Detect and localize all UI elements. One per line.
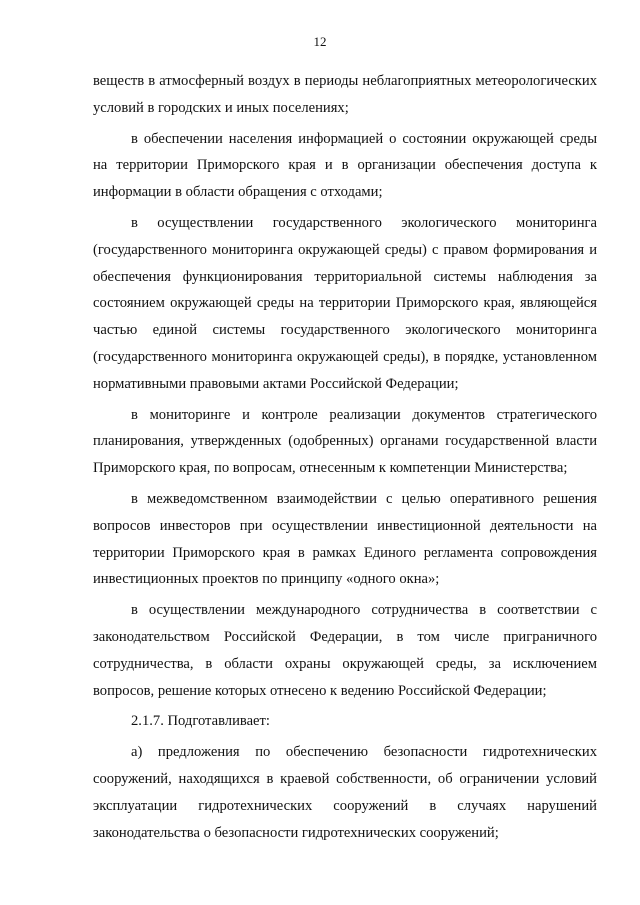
paragraph-public-information: в обеспечении населения информацией о состоянии окружающей среды на территории Приморского края и в организации обеспечения доступа к информации в области обращения с отходами;: [93, 130, 597, 201]
paragraph-continuation: веществ в атмосферный воздух в периоды неблагоприятных метеорологических условий в городских и иных поселениях;: [93, 73, 597, 116]
section-heading-2-1-7: 2.1.7. Подготавливает:: [131, 713, 270, 730]
paragraph-strategic-planning: в мониторинге и контроле реализации документов стратегического планирования, утвержденных (одобренных) органами государственной власти Приморского края, по вопросам, отнесенным к компетенции Министерства;: [93, 406, 597, 477]
document-body: [93, 68, 597, 846]
paragraph-environmental-monitoring: в осуществлении государственного экологического мониторинга (государственного мониторинга окружающей среды) с правом формирования и обеспечения функционирования территориальной системы наблюдения за состоянием окружающей среды на территории Приморского края, являющейся частью единой системы государственного экологического мониторинга (государственного мониторинга окружающей среды), в порядке, установленном нормативными правовыми актами Российской Федерации;: [93, 214, 597, 392]
page-number: 12: [313, 34, 327, 49]
paragraph-international-cooperation: в осуществлении международного сотрудничества в соответствии с законодательством Российской Федерации, в том числе приграничного сотрудничества, в области охраны окружающей среды, за исключением вопросов, решение которых отнесено к ведению Российской Федерации;: [93, 602, 597, 699]
paragraph-investor-interaction: в межведомственном взаимодействии с целью оперативного решения вопросов инвесторов при осуществлении инвестиционной деятельности на территории Приморского края в рамках Единого регламента сопровождения инвестиционных проектов по принципу «одного окна»;: [93, 490, 597, 588]
paragraph-item-a: а) предложения по обеспечению безопасности гидротехнических сооружений, находящихся в краевой собственности, об ограничении условий эксплуатации гидротехнических сооружений в случаях нарушений законодательства о безопасности гидротехнических сооружений;: [93, 744, 597, 841]
